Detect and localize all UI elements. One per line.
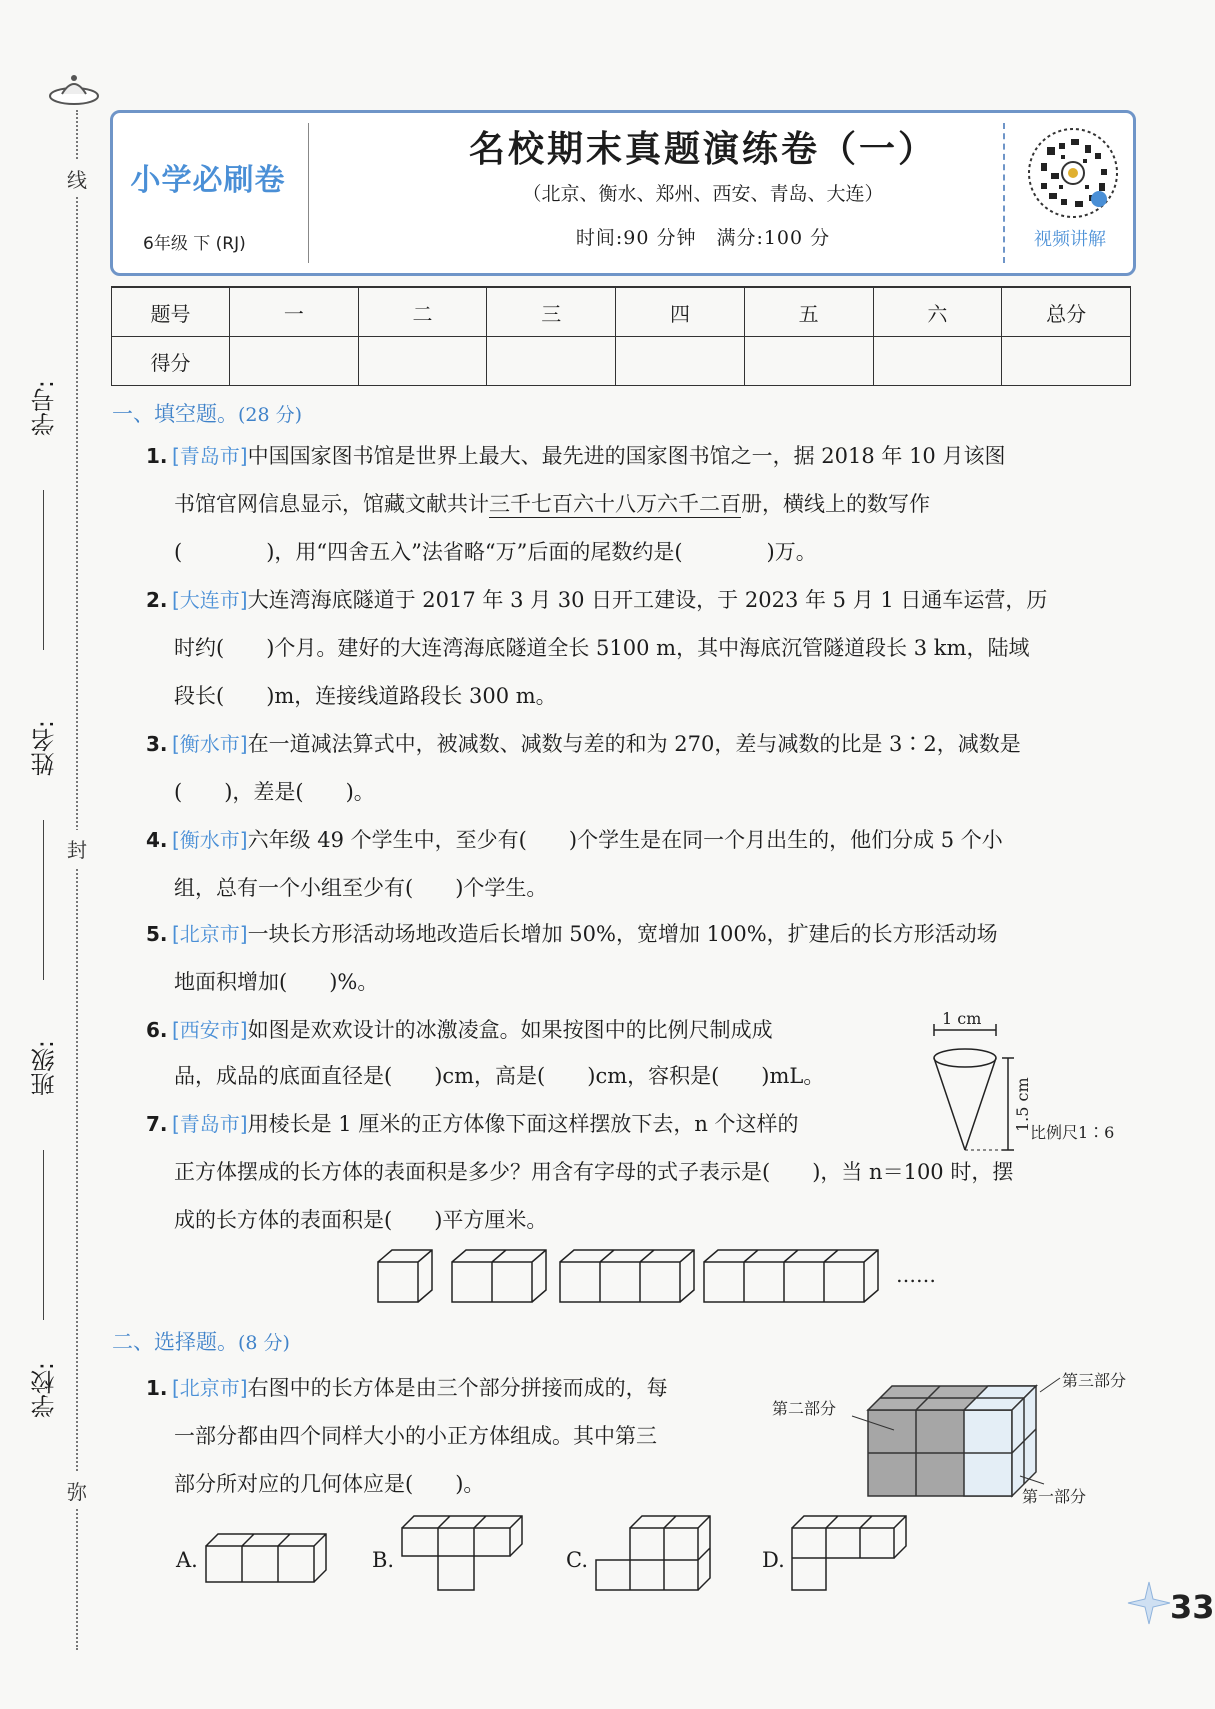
q7-number: 7. <box>146 1112 168 1136</box>
option-b-figure[interactable] <box>396 1506 526 1596</box>
q2-number: 2. <box>146 588 168 612</box>
q1-line3[interactable]: ( )，用“四舍五入”法省略“万”后面的尾数约是( )万。 <box>174 540 817 564</box>
s2-q1-line3[interactable]: 部分所对应的几何体应是( )。 <box>174 1472 485 1496</box>
binding-dotted-line <box>76 110 78 1650</box>
cube-sequence-figure <box>370 1240 950 1310</box>
q4-text1: 六年级 49 个学生中，至少有( )个学生是在同一个月出生的，他们分成 5 个小 <box>247 828 1003 852</box>
option-c-label[interactable]: C. <box>566 1548 588 1572</box>
option-a-figure[interactable] <box>200 1520 330 1590</box>
ufo-icon <box>48 70 100 112</box>
score-table-cell: 六 <box>873 287 1002 337</box>
q5-text1: 一块长方形活动场地改造后长增加 50%，宽增加 100%，扩建后的长方形活动场 <box>247 922 998 946</box>
option-d-label[interactable]: D. <box>762 1548 785 1572</box>
section-1-points: (28 分) <box>238 404 303 426</box>
q5-line2[interactable]: 地面积增加( )%。 <box>174 970 379 994</box>
grade-label: 6年级 下 (RJ) <box>143 234 246 254</box>
q4-line1[interactable] <box>172 826 1003 854</box>
q3-line1 <box>172 730 1021 758</box>
sparkle-icon <box>1126 1578 1172 1628</box>
option-d-figure[interactable] <box>786 1506 916 1596</box>
score-input-cell[interactable] <box>616 337 745 386</box>
score-input-cell[interactable] <box>487 337 616 386</box>
score-input-cell[interactable] <box>230 337 359 386</box>
q1-city-tag: [青岛市] <box>172 444 248 468</box>
q4-number: 4. <box>146 828 168 852</box>
score-table-score-row <box>112 337 1131 386</box>
section-1-title <box>112 398 302 428</box>
q2-line1 <box>172 586 1047 614</box>
option-b-label[interactable]: B. <box>372 1548 395 1572</box>
page-number: 33 <box>1170 1588 1215 1626</box>
score-table-cell: 一 <box>230 287 359 337</box>
option-c-figure[interactable] <box>590 1506 720 1596</box>
q4-line2[interactable]: 组，总有一个小组至少有( )个学生。 <box>174 876 548 900</box>
q1-line2 <box>174 490 930 518</box>
cone-height-label: 1.5 cm <box>1013 1077 1032 1132</box>
binding-word-mi: 弥 <box>62 1472 92 1509</box>
q1-line1 <box>172 442 1005 470</box>
score-table-cell: 二 <box>358 287 487 337</box>
part-2-label: 第二部分 <box>772 1399 837 1418</box>
q6-text1: 如图是欢欢设计的冰激凌盒。如果按图中的比例尺制成成 <box>247 1018 773 1042</box>
q7-text1: 用棱长是 1 厘米的正方体像下面这样摆放下去，n 个这样的 <box>247 1112 799 1136</box>
q1-underlined-number: 三千七百六十八万六千二百 <box>489 492 741 516</box>
q7-city-tag: [青岛市] <box>172 1112 248 1136</box>
school-field[interactable] <box>22 1362 66 1418</box>
score-input-cell[interactable] <box>744 337 873 386</box>
q6-city-tag: [西安市] <box>172 1018 248 1042</box>
score-table <box>111 286 1131 386</box>
q2-line3[interactable]: 段长( )m，连接线道路段长 300 m。 <box>174 684 557 708</box>
name-label: 姓名: <box>30 720 59 777</box>
scale-label: 比例尺1∶6 <box>1030 1123 1115 1142</box>
q1-text2a: 书馆官网信息显示，馆藏文献共计 <box>174 492 489 516</box>
cuboid-parts-figure <box>770 1366 1140 1506</box>
q3-number: 3. <box>146 732 168 756</box>
q4-city-tag: [衡水市] <box>172 828 248 852</box>
binding-word-xian: 线 <box>62 160 92 197</box>
score-table-cell: 五 <box>744 287 873 337</box>
q5-line1 <box>172 920 998 948</box>
exam-time-score: 时间:90 分钟 满分:100 分 <box>575 227 831 249</box>
s2-q1-line1 <box>172 1374 668 1402</box>
student-id-line <box>43 490 44 650</box>
score-table-cell: 题号 <box>112 287 230 337</box>
section-2-points: (8 分) <box>238 1332 290 1354</box>
q3-line2[interactable]: ( )，差是( )。 <box>174 780 375 804</box>
s2-q1-number: 1. <box>146 1376 168 1400</box>
q1-number: 1. <box>146 444 168 468</box>
cone-diameter-label: 1 cm <box>942 1009 982 1028</box>
s2-q1-line2: 一部分都由四个同样大小的小正方体组成。其中第三 <box>174 1424 657 1448</box>
s2-q1-city-tag: [北京市] <box>172 1376 248 1400</box>
exam-title: 名校期末真题演练卷（一） <box>468 128 937 170</box>
score-input-cell[interactable] <box>1002 337 1131 386</box>
section-1-heading: 一、填空题。 <box>112 402 238 426</box>
score-table-cell: 总分 <box>1002 287 1131 337</box>
s2-q1-text1: 右图中的长方体是由三个部分拼接而成的，每 <box>247 1376 668 1400</box>
q2-line2[interactable]: 时约( )个月。建好的大连湾海底隧道全长 5100 m，其中海底沉管隧道段长 3 km，陆域 <box>174 636 1030 660</box>
section-2-title <box>112 1326 290 1356</box>
q1-text1: 中国国家图书馆是世界上最大、最先进的国家图书馆之一，据 2018 年 10 月该图 <box>247 444 1006 468</box>
q6-line2[interactable]: 品，成品的底面直径是( )cm，高是( )cm，容积是( )mL。 <box>174 1064 825 1088</box>
exam-header <box>110 110 1136 276</box>
header-divider <box>308 123 309 263</box>
class-field[interactable] <box>22 1040 66 1096</box>
q5-number: 5. <box>146 922 168 946</box>
score-table-header-row <box>112 287 1131 337</box>
sequence-ellipsis: …… <box>896 1263 936 1287</box>
class-line <box>43 1150 44 1320</box>
score-table-cell: 三 <box>487 287 616 337</box>
score-input-cell[interactable] <box>873 337 1002 386</box>
score-input-cell[interactable] <box>358 337 487 386</box>
binding-word-feng: 封 <box>62 830 92 867</box>
q7-line2[interactable]: 正方体摆成的长方体的表面积是多少？用含有字母的式子表示是( )，当 n＝100 时，摆 <box>174 1160 1014 1184</box>
ice-cream-cone-figure <box>920 1010 1140 1180</box>
q6-line1 <box>172 1016 773 1044</box>
q7-line3[interactable]: 成的长方体的表面积是( )平方厘米。 <box>174 1208 548 1232</box>
school-label: 学校: <box>30 1362 59 1419</box>
score-row-label: 得分 <box>112 337 230 386</box>
part-3-label: 第三部分 <box>1062 1371 1127 1390</box>
score-table-cell: 四 <box>616 287 745 337</box>
q3-text1: 在一道减法算式中，被减数、减数与差的和为 270，差与减数的比是 3∶2，减数是 <box>247 732 1021 756</box>
q2-city-tag: [大连市] <box>172 588 248 612</box>
section-2-heading: 二、选择题。 <box>112 1330 238 1354</box>
part-1-label: 第一部分 <box>1022 1487 1087 1506</box>
name-line <box>43 820 44 980</box>
class-label: 班级: <box>30 1040 59 1097</box>
q6-number: 6. <box>146 1018 168 1042</box>
q2-text1: 大连湾海底隧道于 2017 年 3 月 30 日开工建设，于 2023 年 5 月 1 日通车运营，历 <box>247 588 1048 612</box>
exam-cities: （北京、衡水、郑州、西安、青岛、大连） <box>522 183 884 205</box>
q7-line1 <box>172 1110 799 1138</box>
video-explain-label[interactable]: 视频讲解 <box>1034 229 1106 250</box>
q1-text2b: 册，横线上的数写作 <box>741 492 930 516</box>
qr-code-icon[interactable] <box>1025 125 1121 221</box>
q3-city-tag: [衡水市] <box>172 732 248 756</box>
name-field[interactable] <box>22 720 66 776</box>
brand-title: 小学必刷卷 <box>130 163 286 198</box>
student-id-label: 学号: <box>30 380 59 437</box>
q5-city-tag: [北京市] <box>172 922 248 946</box>
option-a-label[interactable]: A. <box>176 1548 198 1572</box>
